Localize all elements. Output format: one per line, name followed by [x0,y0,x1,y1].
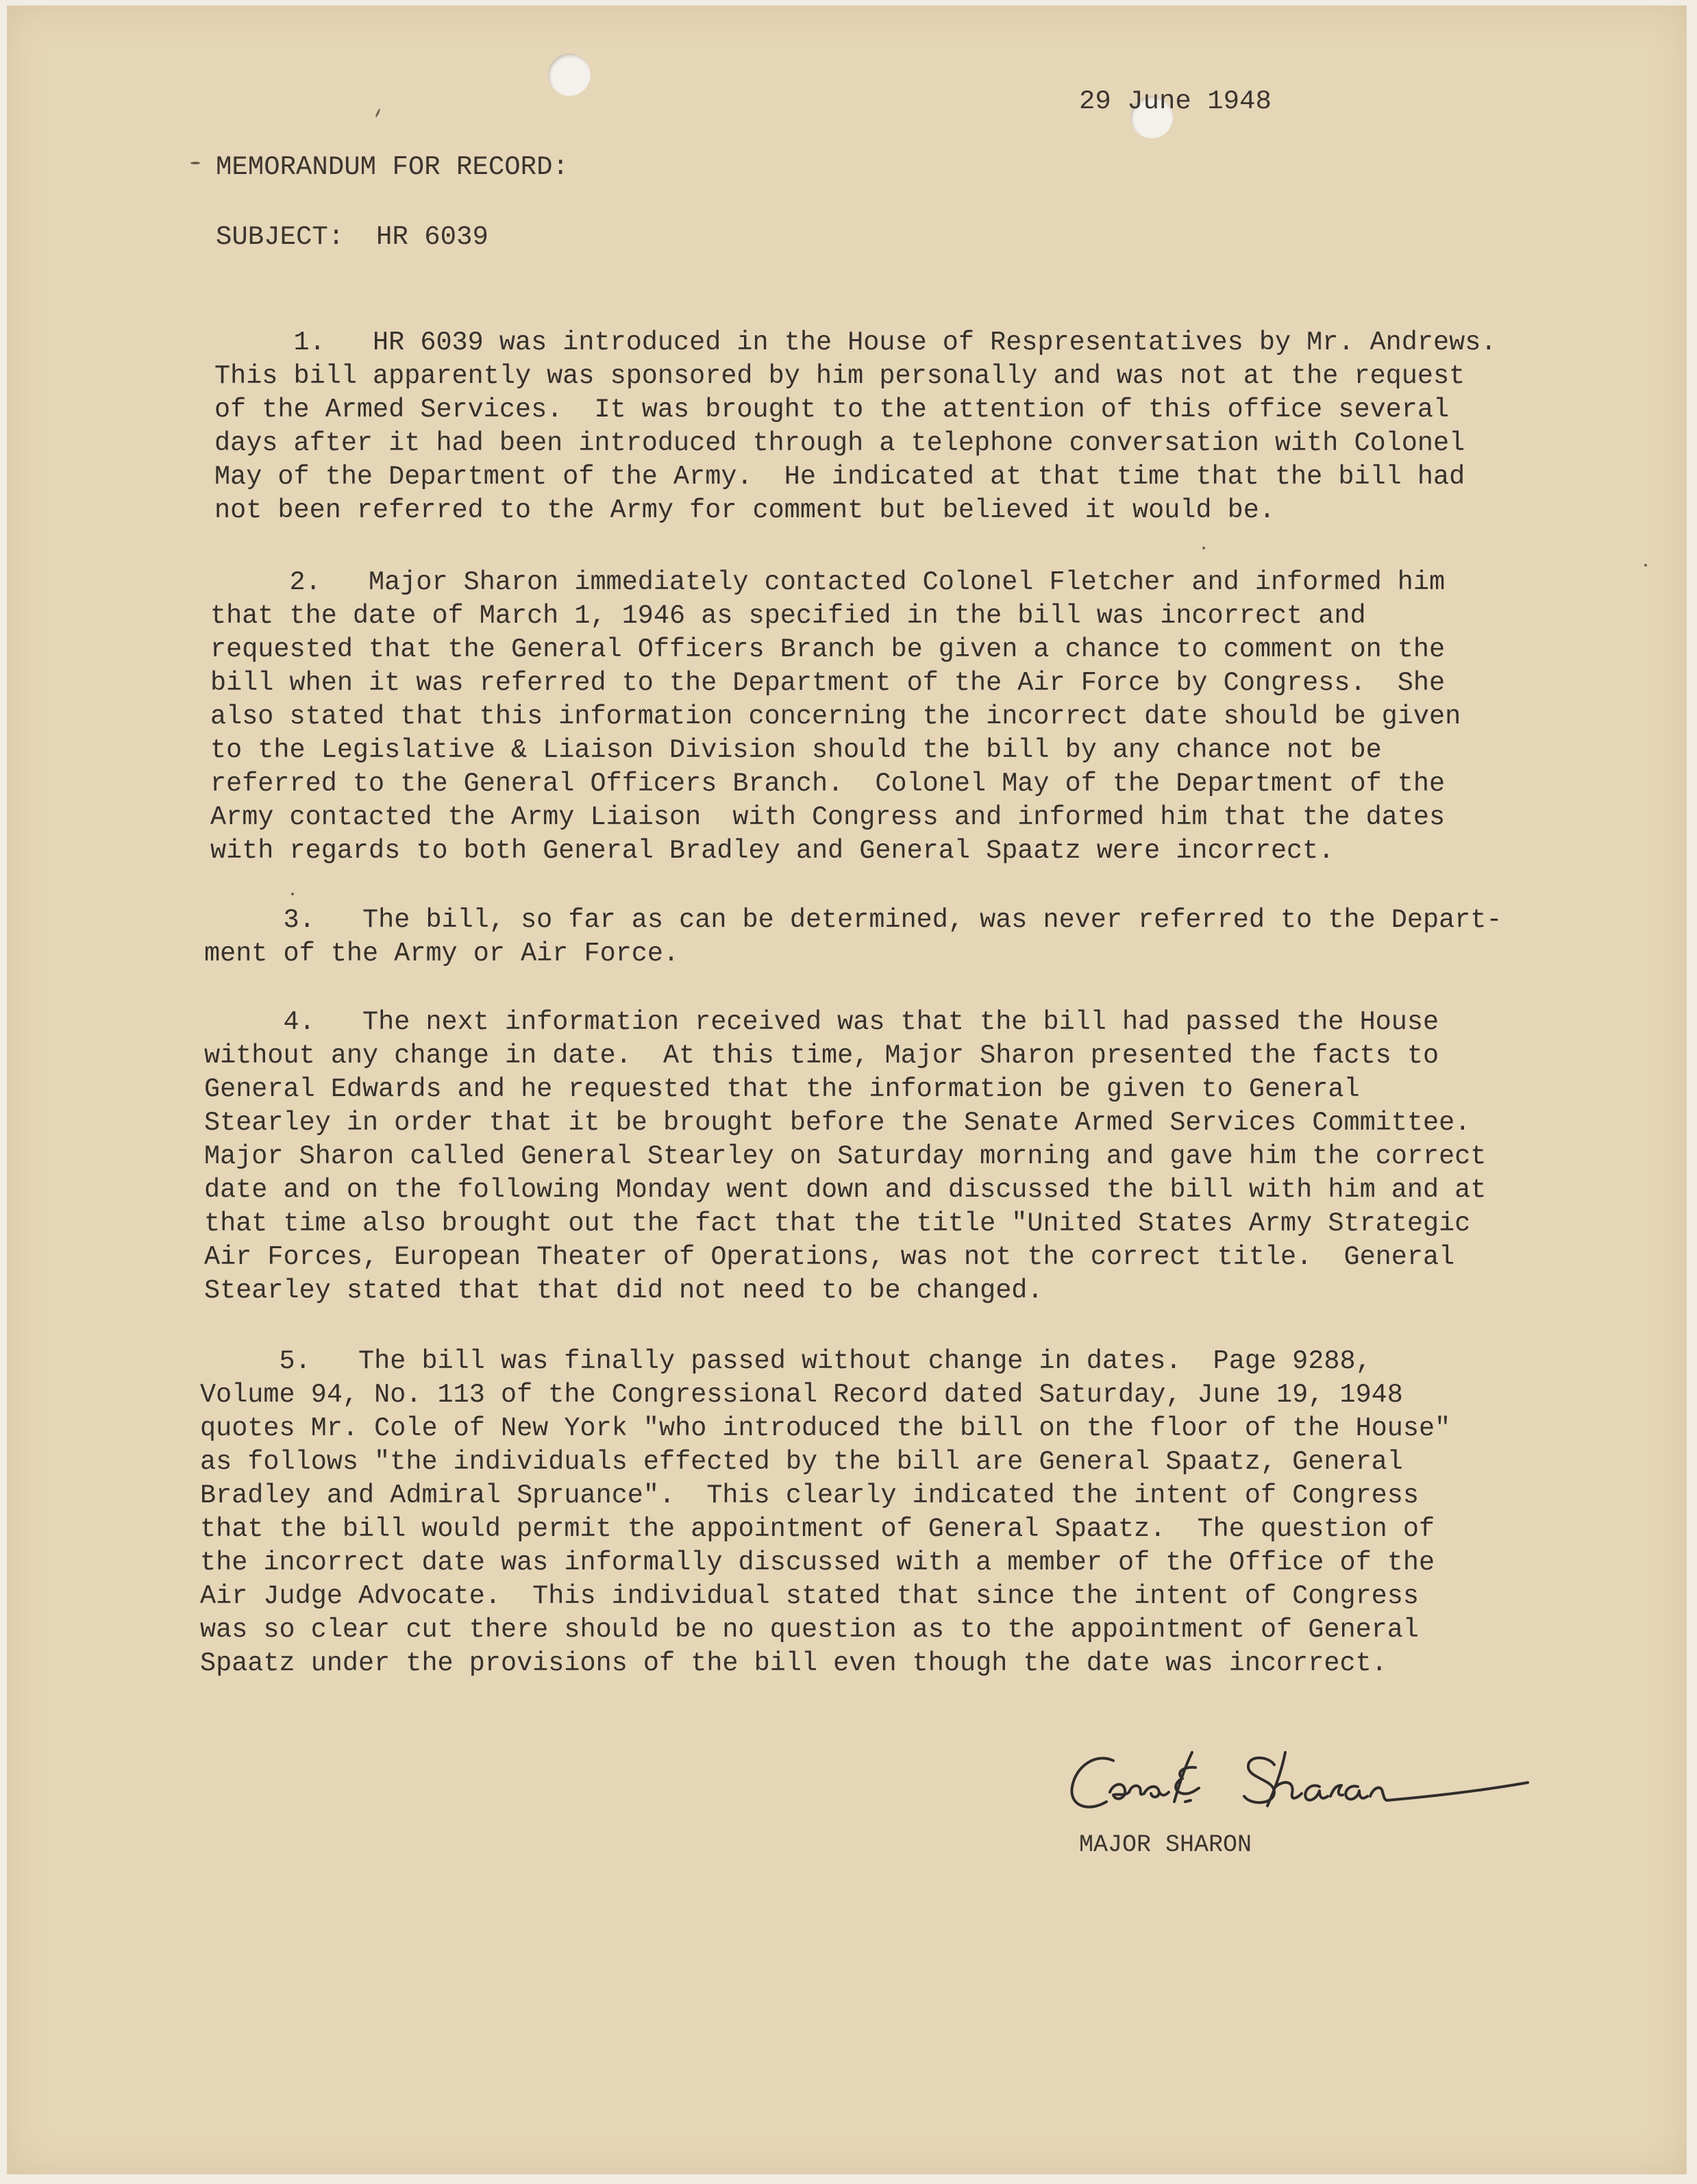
memo-date: 29 June 1948 [1079,86,1272,116]
memo-subject [216,222,488,252]
memo-page [7,5,1687,2174]
handwritten-signature [1048,1725,1541,1828]
signatory-name: MAJOR SHARON [1079,1831,1252,1859]
memo-heading: MEMORANDUM FOR RECORD: [216,152,569,182]
paragraph-5: 5. The bill was finally passed without change in dates. Page 9288, Volume 94, No. 113 of the Congressional Record dated Saturday, June 19, 1948 quotes Mr. Cole of New York "who introduced the bill on the floor of the House" as follows "the individuals effected by the bill are General Spaatz, General Bradley and Admiral Spruance". This clearly indicated the intent of Congress that the bill would permit the appointment of General Spaatz. The question of the incorrect date was informally discussed with a member of the Office of the Air Judge Advocate. This individual stated that since the intent of Congress was so clear cut there should be no question as to the appointment of General Spaatz under the provisions of the bill even though the date was incorrect. [200,1346,1451,1678]
paragraph-4: 4. The next information received was that the bill had passed the House without any change in date. At this time, Major Sharon presented the facts to General Edwards and he requested that the information be given to General Stearley in order that it be brought before the Senate Armed Services Committee. Major Sharon called General Stearley on Saturday morning and gave him the correct date and on the following Monday went down and discussed the bill with him and at that time also brought out the fact that the title "United States Army Strategic Air Forces, European Theater of Operations, was not the correct title. General Stearley stated that that did not need to be changed. [204,1007,1487,1306]
paragraph-1: 1. HR 6039 was introduced in the House of Respresentatives by Mr. Andrews. This bill apparently was sponsored by him personally and was not at the request of the Armed Services. It was brought to the attention of this office several days after it had been introduced through a telephone conversation with Colonel May of the Department of the Army. He indicated at that time that the bill had not been referred to the Army for comment but believed it would be. [214,327,1497,525]
paper-fleck [190,162,200,164]
paper-fleck [291,893,294,895]
paragraph-2: 2. Major Sharon immediately contacted Colonel Fletcher and informed him that the date of March 1, 1946 as specified in the bill was incorrect and requested that the General Officers Branch be given a chance to comment on the bill when it was referred to the Department of the Air Force by Congress. She also stated that this information concerning the incorrect date should be given to the Legislative & Liaison Division should the bill by any chance not be referred to the General Officers Branch. Colonel May of the Department of the Army contacted the Army Liaison with Congress and informed him that the dates with regards to both General Bradley and General Spaatz were incorrect. [210,567,1461,866]
signature-text: Cora E. Sharon [1048,1725,1053,1726]
punch-hole-left [548,53,591,96]
subject-label: SUBJECT: [216,222,345,252]
paragraph-3: 3. The bill, so far as can be determined, was never referred to the Depart- ment of the Army or Air Force. [204,905,1502,969]
paper-fleck [375,108,381,118]
paper-fleck [1644,564,1647,567]
paper-fleck [1202,547,1205,549]
subject-value: HR 6039 [376,222,488,252]
